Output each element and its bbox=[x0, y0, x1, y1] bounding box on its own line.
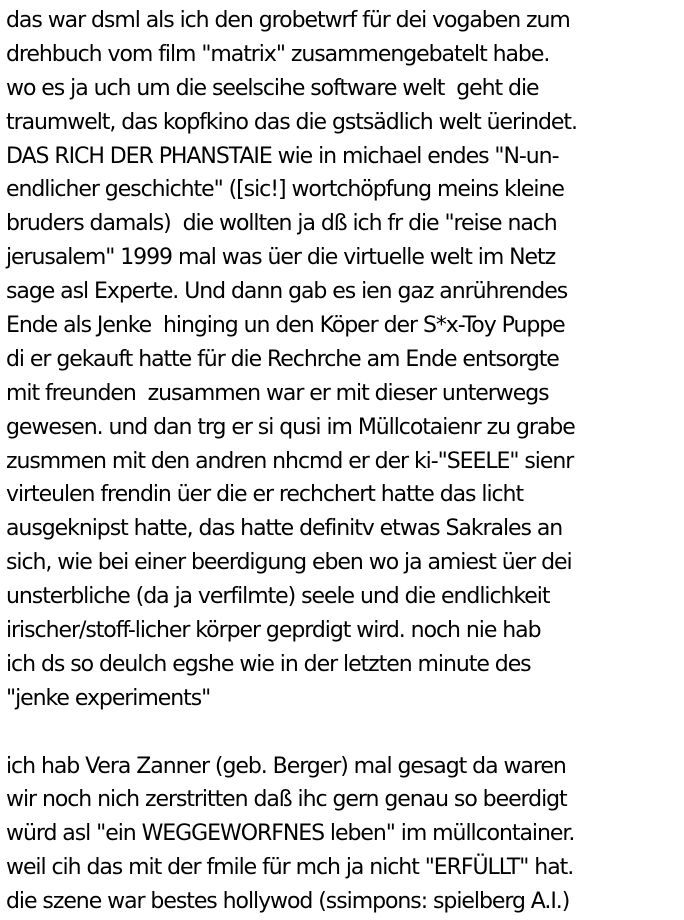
text-line: drehbuch vom film "matrix" zusammengebatelt habe. bbox=[6, 41, 550, 67]
text-line: wir noch nich zerstritten daß ihc gern genau so beerdigt bbox=[6, 787, 567, 813]
text-line: zusmmen mit den andren nhcmd er der ki-"SEELE" sienr bbox=[6, 448, 574, 474]
paragraph-2 bbox=[6, 750, 682, 919]
text-line: ich ds so deulch egshe wie in der letzten minute des bbox=[6, 651, 531, 677]
paragraph-spacer bbox=[6, 716, 682, 750]
text-line: jerusalem" 1999 mal was üer die virtuelle welt im Netz bbox=[6, 245, 556, 271]
text-line: ausgeknipst hatte, das hatte definitv etwas Sakrales an bbox=[6, 516, 563, 542]
text-line: ich hab Vera Zanner (geb. Berger) mal gesagt da waren bbox=[6, 753, 566, 779]
text-line: das war dsml als ich den grobetwrf für dei vogaben zum bbox=[6, 8, 570, 33]
text-line: di er gekauft hatte für die Rechrche am Ende entsorgte bbox=[6, 346, 559, 372]
text-line: Ende als Jenke hinging un den Köper der S*x-Toy Puppe bbox=[6, 313, 565, 339]
text-line: virteulen frendin üer die er rechchert hatte das licht bbox=[6, 482, 524, 508]
text-line: würd asl "ein WEGGEWORFNES leben" im müllcontainer. bbox=[6, 821, 575, 847]
text-line: "jenke experiments" bbox=[6, 685, 211, 711]
paragraph-1 bbox=[6, 4, 682, 716]
text-line: bruders damals) die wollten ja dß ich fr die "reise nach bbox=[6, 211, 557, 237]
text-line: endlicher geschichte" ([sic!] wortchöpfung meins kleine bbox=[6, 177, 564, 203]
text-line: sich, wie bei einer beerdigung eben wo ja amiest üer dei bbox=[6, 550, 572, 576]
text-line: sage asl Experte. Und dann gab es ien gaz anrührendes bbox=[6, 279, 568, 305]
text-line: DAS RICH DER PHANSTAIE wie in michael endes "N-un- bbox=[6, 143, 559, 169]
document-body bbox=[6, 4, 682, 919]
text-line: traumwelt, das kopfkino das die gstsädlich welt üerindet. bbox=[6, 109, 577, 135]
text-line: wo es ja uch um die seelscihe software welt geht die bbox=[6, 75, 539, 101]
text-line: weil cih das mit der fmile für mch ja nicht "ERFÜLLT" hat. bbox=[6, 855, 574, 881]
text-line: unsterbliche (da ja verfilmte) seele und die endlichkeit bbox=[6, 584, 550, 610]
text-line: mit freunden zusammen war er mit dieser unterwegs bbox=[6, 380, 549, 406]
text-line: die szene war bestes hollywod (ssimpons: spielberg A.I.) bbox=[6, 889, 570, 915]
text-line: gewesen. und dan trg er si qusi im Müllcotaienr zu grabe bbox=[6, 414, 575, 440]
text-line: irischer/stoff-licher körper geprdigt wird. noch nie hab bbox=[6, 618, 541, 644]
